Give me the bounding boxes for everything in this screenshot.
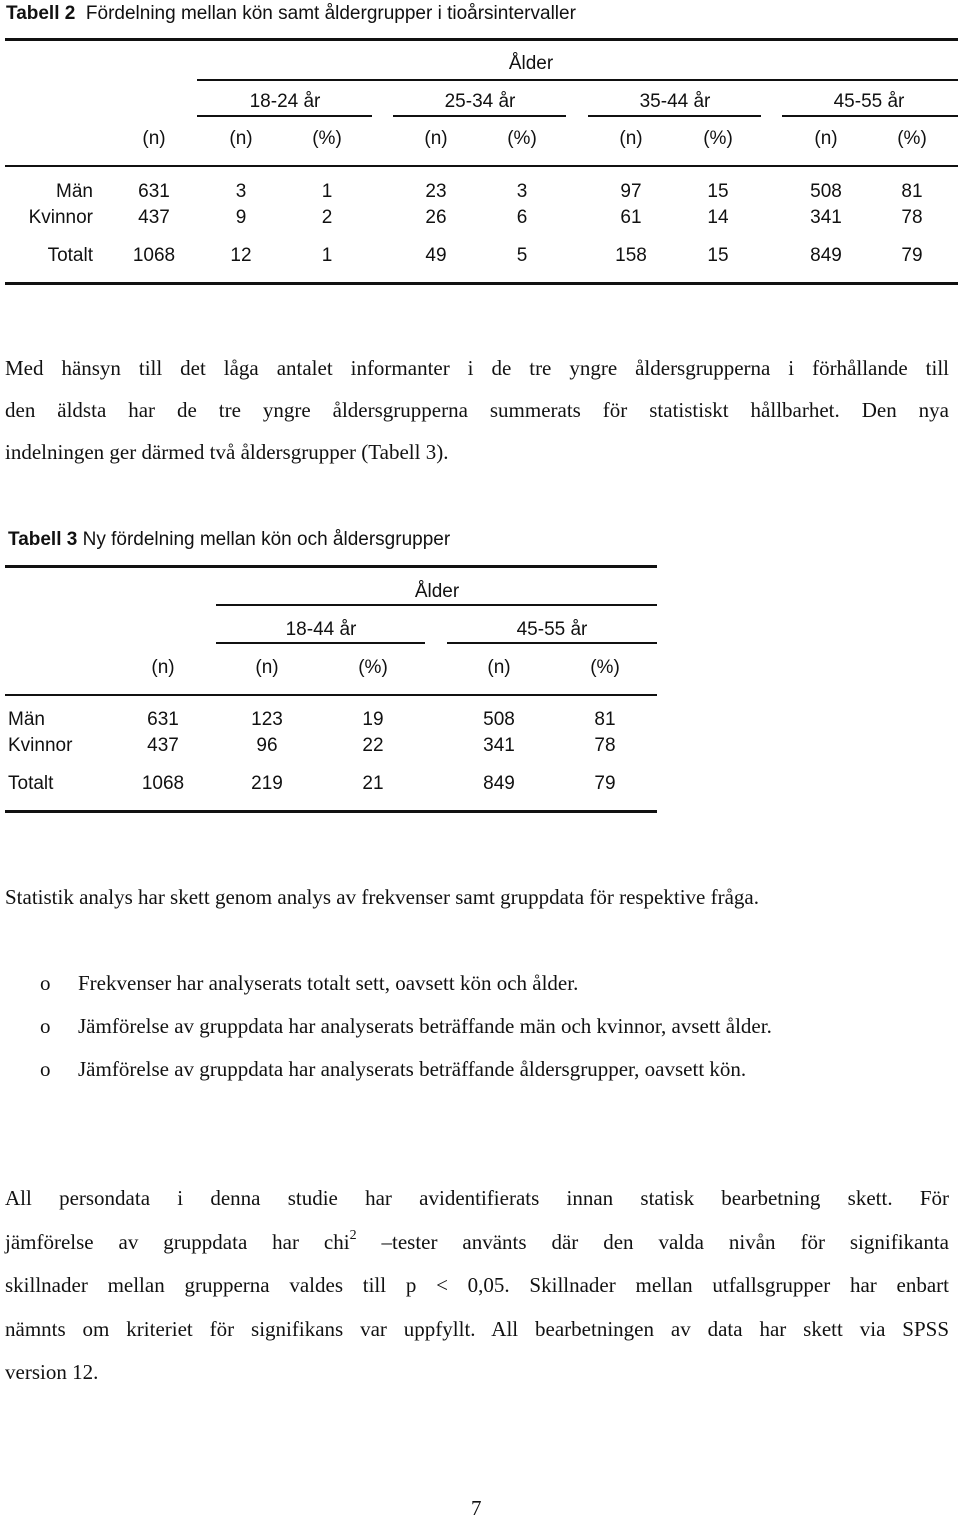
table3-cell: 849 bbox=[483, 773, 515, 794]
table3-top-rule bbox=[5, 565, 657, 568]
table2-cell: 437 bbox=[138, 207, 170, 228]
table3-cell: 341 bbox=[483, 735, 515, 756]
table2-column-header: (n) bbox=[814, 128, 838, 149]
table2-row-label: Totalt bbox=[47, 245, 93, 266]
table2-age-group-rule bbox=[782, 115, 958, 117]
table2-cell: 849 bbox=[810, 245, 842, 266]
table2-cell: 6 bbox=[516, 207, 528, 228]
paragraph-line: version 12. bbox=[5, 1360, 99, 1384]
page-number: 7 bbox=[471, 1496, 482, 1520]
table3-cell: 508 bbox=[483, 709, 515, 730]
paragraph-line: den äldsta har de tre yngre åldersgrupperna summerats för statistiskt hållbarhet. Den nya bbox=[5, 398, 949, 422]
table2-column-header: (n) bbox=[229, 128, 253, 149]
table2-column-header: (%) bbox=[312, 128, 342, 149]
table2-column-header: (n) bbox=[424, 128, 448, 149]
bullet-item: Jämförelse av gruppdata har analyserats beträffande män och kvinnor, avsett ålder. bbox=[78, 1014, 772, 1038]
table3-age-group-rule bbox=[216, 642, 425, 644]
table2-cell: 26 bbox=[425, 207, 447, 228]
chi-text: jämförelse av gruppdata har chi bbox=[5, 1229, 350, 1254]
table3-column-header: (n) bbox=[255, 657, 279, 678]
bullet-marker: o bbox=[40, 971, 51, 995]
paragraph-line: skillnader mellan grupperna valdes till p < 0,05. Skillnader mellan utfallsgrupper har enbart bbox=[5, 1273, 949, 1297]
table3-cell: 81 bbox=[594, 709, 616, 730]
table2-age-group-label: 18-24 år bbox=[249, 91, 321, 112]
chi-superscript: 2 bbox=[349, 1227, 357, 1243]
table2-cell: 15 bbox=[707, 181, 729, 202]
table3-column-header: (%) bbox=[358, 657, 388, 678]
paragraph-aggregation bbox=[5, 347, 949, 473]
table2-cell: 81 bbox=[901, 181, 923, 202]
table2-row-label: Män bbox=[56, 181, 93, 202]
table2-age-group-label: 25-34 år bbox=[444, 91, 516, 112]
table3-group-rule bbox=[216, 604, 657, 606]
table2-column-header: (%) bbox=[897, 128, 927, 149]
table2-cell: 631 bbox=[138, 181, 170, 202]
table3-column-header: (%) bbox=[590, 657, 620, 678]
bullet-item: Jämförelse av gruppdata har analyserats beträffande åldersgrupper, oavsett kön. bbox=[78, 1057, 747, 1081]
table3-cell: 123 bbox=[251, 709, 283, 730]
table3-caption-label: Tabell 3 bbox=[8, 529, 78, 550]
table2-group-header: Ålder bbox=[508, 53, 554, 74]
table3-age-group-rule bbox=[447, 642, 657, 644]
table2-cell: 3 bbox=[235, 181, 247, 202]
table3-row-label: Totalt bbox=[8, 773, 54, 794]
table3-cell: 79 bbox=[594, 773, 616, 794]
table2-cell: 158 bbox=[615, 245, 647, 266]
paragraph-line bbox=[5, 1221, 949, 1265]
table2-cell: 1068 bbox=[132, 245, 176, 266]
table2-cell: 341 bbox=[810, 207, 842, 228]
table3-cell: 631 bbox=[147, 709, 179, 730]
table2-cell: 2 bbox=[321, 207, 333, 228]
table2-cell: 14 bbox=[707, 207, 729, 228]
table3-column-header: (n) bbox=[151, 657, 175, 678]
table2-cell: 508 bbox=[810, 181, 842, 202]
table2-cell: 97 bbox=[620, 181, 642, 202]
table2-cell: 12 bbox=[230, 245, 252, 266]
paragraph-analysis: Statistik analys har skett genom analys av frekvenser samt gruppdata för respektive fråga. bbox=[5, 885, 760, 909]
table2-age-group-rule bbox=[393, 115, 566, 117]
table2-cell: 15 bbox=[707, 245, 729, 266]
bullet-marker: o bbox=[40, 1014, 51, 1038]
table2-header-rule bbox=[5, 165, 958, 167]
table3-bottom-rule bbox=[5, 810, 657, 813]
table2-age-group-rule bbox=[197, 115, 372, 117]
table3-header-rule bbox=[5, 694, 657, 696]
table2-cell: 49 bbox=[425, 245, 447, 266]
table3-age-group-label: 45-55 år bbox=[516, 619, 588, 640]
table3-age-group-label: 18-44 år bbox=[285, 619, 357, 640]
table2-column-header: (%) bbox=[507, 128, 537, 149]
table3-cell: 19 bbox=[362, 709, 384, 730]
table2-caption-text: Fördelning mellan kön samt åldergrupper i tioårsintervaller bbox=[85, 3, 576, 24]
table3-cell: 219 bbox=[251, 773, 283, 794]
table3-cell: 1068 bbox=[141, 773, 185, 794]
table2-cell: 3 bbox=[516, 181, 528, 202]
table3-row-label: Kvinnor bbox=[8, 735, 73, 756]
table2-cell: 79 bbox=[901, 245, 923, 266]
table2-caption-label: Tabell 2 bbox=[6, 3, 76, 24]
table3-group-header: Ålder bbox=[414, 581, 460, 602]
table2-column-header: (%) bbox=[703, 128, 733, 149]
table3-cell: 21 bbox=[362, 773, 384, 794]
table3-row-label: Män bbox=[8, 709, 45, 730]
table2-column-header: (n) bbox=[142, 128, 166, 149]
table2-group-rule bbox=[197, 79, 958, 81]
table2-column-header: (n) bbox=[619, 128, 643, 149]
paragraph-line: nämnts om kriteriet för signifikans var uppfyllt. All bearbetningen av data har skett via SPSS bbox=[5, 1316, 949, 1341]
table2-cell: 61 bbox=[620, 207, 642, 228]
table3-cell: 437 bbox=[147, 735, 179, 756]
chi-text-after: –tester använts där den valda nivån för signifikanta bbox=[381, 1229, 949, 1254]
table3-caption-text: Ny fördelning mellan kön och åldersgrupper bbox=[82, 529, 451, 550]
table2-age-group-label: 45-55 år bbox=[833, 91, 905, 112]
table2-top-rule bbox=[5, 38, 958, 41]
paragraph-line: Med hänsyn till det låga antalet informanter i de tre yngre åldersgrupperna i förhållande till bbox=[5, 356, 949, 380]
table2-age-group-rule bbox=[588, 115, 761, 117]
paragraph-line: All persondata i denna studie har avidentifierats innan statisk bearbetning skett. För bbox=[5, 1186, 949, 1210]
paragraph-methods bbox=[5, 1177, 949, 1395]
table2-cell: 5 bbox=[516, 245, 528, 266]
table2-age-group-label: 35-44 år bbox=[639, 91, 711, 112]
table2-cell: 1 bbox=[321, 245, 333, 266]
table3-caption bbox=[8, 529, 450, 551]
bullet-marker: o bbox=[40, 1057, 51, 1081]
table2-cell: 78 bbox=[901, 207, 923, 228]
table2-row-label: Kvinnor bbox=[28, 207, 93, 228]
table2-cell: 9 bbox=[235, 207, 247, 228]
table3-column-header: (n) bbox=[487, 657, 511, 678]
table3-cell: 78 bbox=[594, 735, 616, 756]
table3-cell: 96 bbox=[256, 735, 278, 756]
paragraph-line: indelningen ger därmed två åldersgrupper (Tabell 3). bbox=[5, 440, 449, 464]
table2-cell: 23 bbox=[425, 181, 447, 202]
table2-cell: 1 bbox=[321, 181, 333, 202]
table3-cell: 22 bbox=[362, 735, 384, 756]
bullet-item: Frekvenser har analyserats totalt sett, oavsett kön och ålder. bbox=[78, 971, 579, 995]
table2-bottom-rule bbox=[5, 282, 958, 285]
table2-caption bbox=[6, 3, 576, 25]
